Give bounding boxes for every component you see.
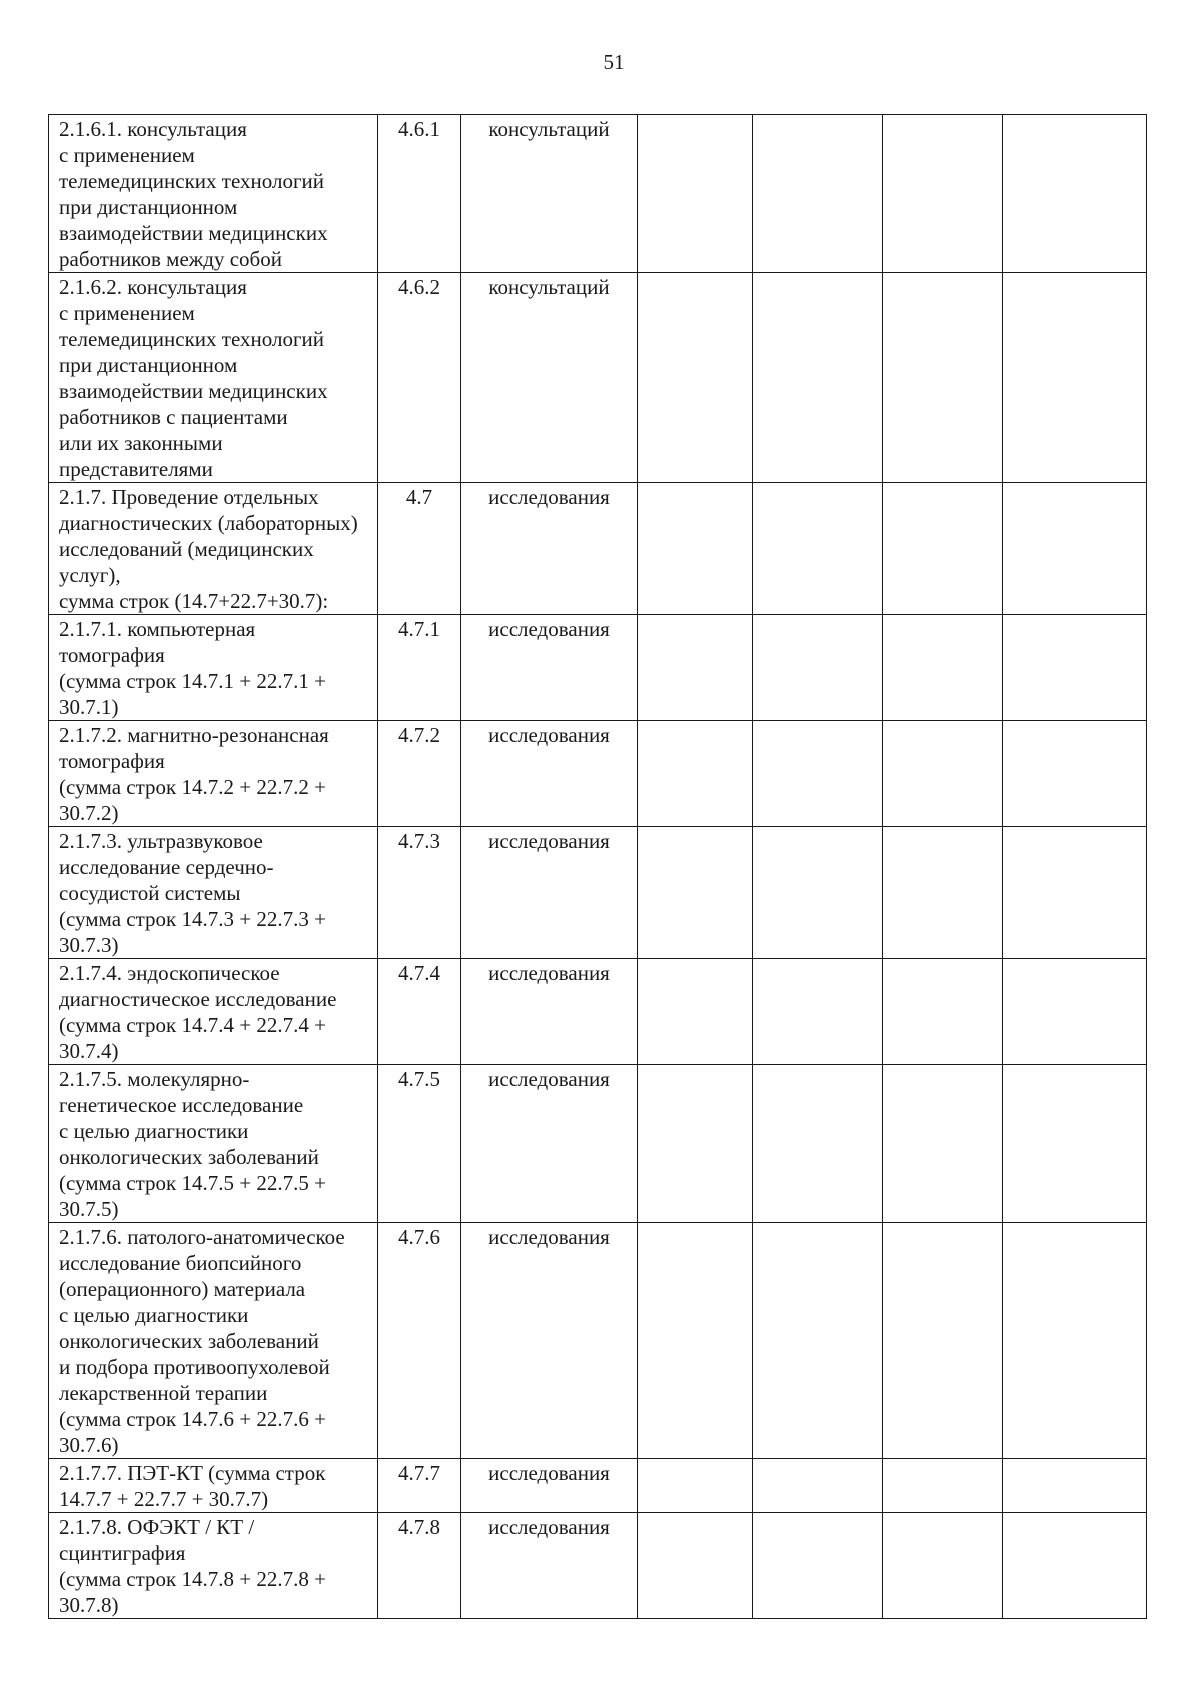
empty-cell xyxy=(638,615,753,721)
empty-cell xyxy=(883,115,1003,273)
row-name-cell: 2.1.7.5. молекулярно- генетическое исследование с целью диагностики онкологических заболеваний (сумма строк 14.7.5 + 22.7.5 + 30.7.5) xyxy=(49,1065,378,1223)
row-name-cell: 2.1.7.7. ПЭТ-КТ (сумма строк 14.7.7 + 22.7.7 + 30.7.7) xyxy=(49,1459,378,1513)
table-row xyxy=(49,1513,1147,1619)
empty-cell xyxy=(753,483,883,615)
empty-cell xyxy=(638,1459,753,1513)
empty-cell xyxy=(753,959,883,1065)
report-table-body xyxy=(49,115,1147,1619)
row-code-cell: 4.7.4 xyxy=(378,959,461,1065)
row-code-cell: 4.7.3 xyxy=(378,827,461,959)
empty-cell xyxy=(1003,1459,1147,1513)
empty-cell xyxy=(753,1223,883,1459)
empty-cell xyxy=(753,827,883,959)
row-name-cell: 2.1.7.1. компьютерная томография (сумма строк 14.7.1 + 22.7.1 + 30.7.1) xyxy=(49,615,378,721)
empty-cell xyxy=(753,1459,883,1513)
row-code-cell: 4.7.2 xyxy=(378,721,461,827)
table-row xyxy=(49,1459,1147,1513)
empty-cell xyxy=(883,959,1003,1065)
empty-cell xyxy=(883,273,1003,483)
row-name-cell: 2.1.7.2. магнитно-резонансная томография (сумма строк 14.7.2 + 22.7.2 + 30.7.2) xyxy=(49,721,378,827)
row-unit-cell: исследования xyxy=(461,1513,638,1619)
row-unit-cell: исследования xyxy=(461,1223,638,1459)
empty-cell xyxy=(753,115,883,273)
row-name-cell: 2.1.7. Проведение отдельных диагностических (лабораторных) исследований (медицинских услуг), сумма строк (14.7+22.7+30.7): xyxy=(49,483,378,615)
empty-cell xyxy=(638,115,753,273)
empty-cell xyxy=(638,1065,753,1223)
empty-cell xyxy=(638,827,753,959)
row-code-cell: 4.7.8 xyxy=(378,1513,461,1619)
empty-cell xyxy=(753,615,883,721)
row-code-cell: 4.7.6 xyxy=(378,1223,461,1459)
empty-cell xyxy=(1003,273,1147,483)
table-row xyxy=(49,115,1147,273)
row-code-cell: 4.6.2 xyxy=(378,273,461,483)
empty-cell xyxy=(883,1223,1003,1459)
row-name-cell: 2.1.6.1. консультация с применением телемедицинских технологий при дистанционном взаимодействии медицинских работников между собой xyxy=(49,115,378,273)
empty-cell xyxy=(883,1459,1003,1513)
row-unit-cell: исследования xyxy=(461,1065,638,1223)
table-row xyxy=(49,483,1147,615)
table-row xyxy=(49,1223,1147,1459)
empty-cell xyxy=(1003,1223,1147,1459)
report-table xyxy=(48,114,1147,1619)
row-code-cell: 4.7.7 xyxy=(378,1459,461,1513)
empty-cell xyxy=(753,1513,883,1619)
empty-cell xyxy=(883,827,1003,959)
row-name-cell: 2.1.7.3. ультразвуковое исследование сердечно- сосудистой системы (сумма строк 14.7.3 + 22.7.3 + 30.7.3) xyxy=(49,827,378,959)
table-row xyxy=(49,615,1147,721)
row-unit-cell: исследования xyxy=(461,1459,638,1513)
row-unit-cell: консультаций xyxy=(461,273,638,483)
row-unit-cell: консультаций xyxy=(461,115,638,273)
empty-cell xyxy=(638,959,753,1065)
empty-cell xyxy=(1003,615,1147,721)
empty-cell xyxy=(638,721,753,827)
row-name-cell: 2.1.7.6. патолого-анатомическое исследование биопсийного (операционного) материала с целью диагностики онкологических заболеваний и подбора противоопухолевой лекарственной терапии (сумма строк 14.7.6 + 22.7.6 + 30.7.6) xyxy=(49,1223,378,1459)
row-code-cell: 4.6.1 xyxy=(378,115,461,273)
empty-cell xyxy=(638,273,753,483)
table-row xyxy=(49,273,1147,483)
row-code-cell: 4.7 xyxy=(378,483,461,615)
row-unit-cell: исследования xyxy=(461,721,638,827)
empty-cell xyxy=(1003,959,1147,1065)
empty-cell xyxy=(883,721,1003,827)
empty-cell xyxy=(1003,1065,1147,1223)
row-name-cell: 2.1.7.8. ОФЭКТ / КТ / сцинтиграфия (сумма строк 14.7.8 + 22.7.8 + 30.7.8) xyxy=(49,1513,378,1619)
empty-cell xyxy=(1003,1513,1147,1619)
empty-cell xyxy=(883,615,1003,721)
row-code-cell: 4.7.1 xyxy=(378,615,461,721)
row-unit-cell: исследования xyxy=(461,959,638,1065)
table-row xyxy=(49,721,1147,827)
empty-cell xyxy=(1003,827,1147,959)
row-name-cell: 2.1.7.4. эндоскопическое диагностическое исследование (сумма строк 14.7.4 + 22.7.4 + 30.7.4) xyxy=(49,959,378,1065)
table-row xyxy=(49,959,1147,1065)
row-unit-cell: исследования xyxy=(461,615,638,721)
empty-cell xyxy=(883,483,1003,615)
empty-cell xyxy=(1003,721,1147,827)
table-row xyxy=(49,1065,1147,1223)
row-code-cell: 4.7.5 xyxy=(378,1065,461,1223)
empty-cell xyxy=(638,1223,753,1459)
row-name-cell: 2.1.6.2. консультация с применением телемедицинских технологий при дистанционном взаимодействии медицинских работников с пациентами или их законными представителями xyxy=(49,273,378,483)
empty-cell xyxy=(883,1065,1003,1223)
row-unit-cell: исследования xyxy=(461,827,638,959)
empty-cell xyxy=(638,1513,753,1619)
empty-cell xyxy=(753,273,883,483)
table-row xyxy=(49,827,1147,959)
empty-cell xyxy=(753,721,883,827)
page-number: 51 xyxy=(603,50,625,74)
empty-cell xyxy=(1003,115,1147,273)
row-unit-cell: исследования xyxy=(461,483,638,615)
empty-cell xyxy=(753,1065,883,1223)
empty-cell xyxy=(1003,483,1147,615)
empty-cell xyxy=(883,1513,1003,1619)
empty-cell xyxy=(638,483,753,615)
